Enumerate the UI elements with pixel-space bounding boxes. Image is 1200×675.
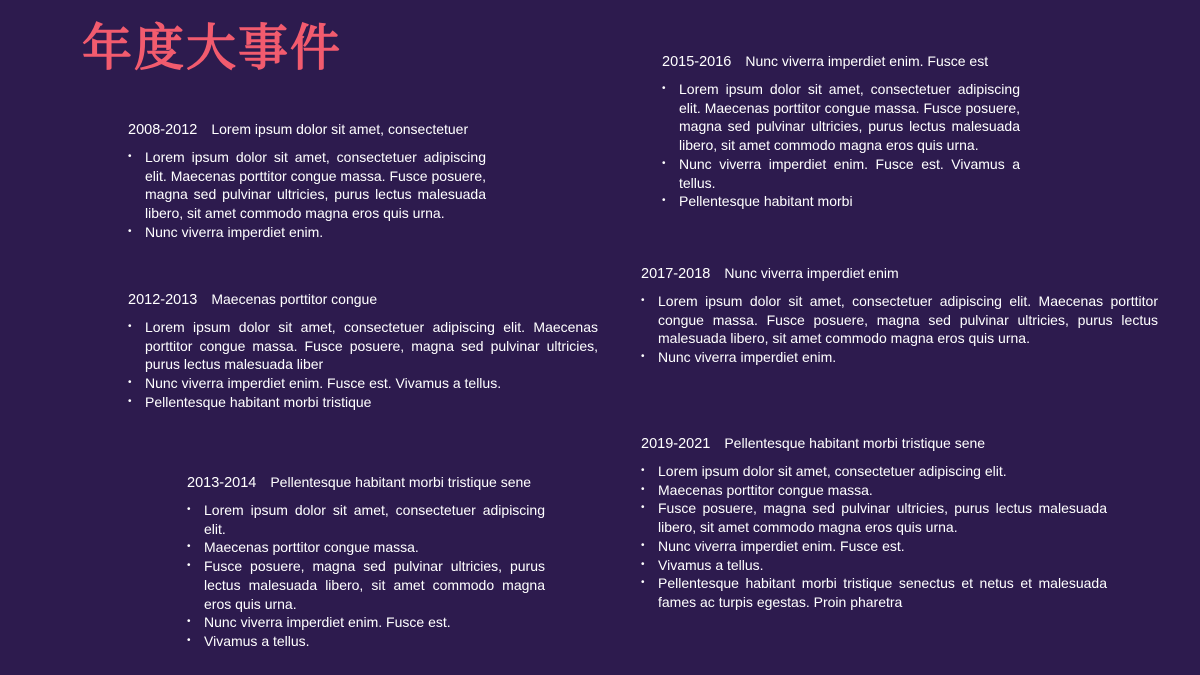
event-year: 2019-2021 [641,436,711,452]
event-headline: Pellentesque habitant morbi tristique sene [270,474,532,490]
bullet-dot-icon: • [128,395,132,407]
bullet-item: • Nunc viverra imperdiet enim. Fusce est. [187,614,451,631]
event-bullet-list [128,318,598,412]
bullet-dot-icon: • [641,351,645,363]
bullet-dot-icon: • [662,157,666,169]
bullet-item: • Nunc viverra imperdiet enim. Fusce est. [641,537,905,554]
bullet-dot-icon: • [128,321,132,332]
event-header [641,434,1107,453]
bullet-dot-icon: • [641,483,645,495]
bullet-item: • Lorem ipsum dolor sit amet, consectetuer adipiscing elit. Maecenas porttitor congue massa. Fusce posuere, magna sed pulvinar ultricies, purus lectus malesuada liber [128,319,598,373]
bullet-dot-icon: • [662,83,666,94]
event-2015-2016 [662,52,1020,211]
event-headline: Nunc viverra imperdiet enim. Fusce est [745,53,989,69]
bullet-dot-icon: • [641,502,645,514]
event-2013-2014 [187,473,545,651]
slide-title: 年度大事件 [82,19,342,77]
bullet-dot-icon: • [128,151,132,162]
event-headline: Nunc viverra imperdiet enim [724,265,899,281]
event-year: 2008-2012 [128,122,198,138]
event-year: 2013-2014 [187,475,257,491]
event-bullet-list [662,80,1020,211]
bullet-item: • Vivamus a tellus. [187,632,310,649]
bullet-dot-icon: • [187,616,191,628]
bullet-dot-icon: • [662,195,666,207]
event-headline: Maecenas porttitor congue [211,291,378,307]
bullet-dot-icon: • [128,225,132,237]
event-year: 2012-2013 [128,292,198,308]
bullet-item: • Pellentesque habitant morbi [662,193,853,210]
event-header [128,290,598,309]
bullet-item: • Vivamus a tellus. [641,556,764,573]
event-headline: Lorem ipsum dolor sit amet, consectetuer [211,121,469,137]
bullet-dot-icon: • [641,577,645,589]
bullet-item: • Nunc viverra imperdiet enim. [641,349,837,366]
bullet-item: • Pellentesque habitant morbi tristique senectus et netus et malesuada fames ac turpis egestas. Proin pharetra [641,575,1107,610]
bullet-item: • Lorem ipsum dolor sit amet, consectetuer adipiscing elit. Maecenas porttitor congue massa. Fusce posuere, magna sed pulvinar ultricies, purus lectus malesuada libero, sit amet commodo magna eros quis urna. [128,149,486,222]
bullet-dot-icon: • [187,560,191,572]
bullet-item: • Maecenas porttitor congue massa. [187,539,419,556]
event-bullet-list [641,462,1107,612]
event-2012-2013 [128,290,598,412]
bullet-item: • Maecenas porttitor congue massa. [641,481,873,498]
bullet-item: • Lorem ipsum dolor sit amet, consectetuer adipiscing elit. [641,463,1007,479]
event-2017-2018 [641,264,1158,367]
bullet-item: • Nunc viverra imperdiet enim. Fusce est. Vivamus a tellus. [128,375,502,392]
event-header [641,264,1158,283]
bullet-dot-icon: • [187,634,191,646]
event-header [662,52,1020,71]
event-2019-2021 [641,434,1107,612]
bullet-item: • Nunc viverra imperdiet enim. [128,223,324,240]
bullet-item: • Fusce posuere, magna sed pulvinar ultricies, purus lectus malesuada libero, sit amet commodo magna eros quis urna. [187,558,545,612]
bullet-dot-icon: • [641,465,645,476]
bullet-dot-icon: • [641,295,645,306]
event-2008-2012 [128,120,486,242]
bullet-dot-icon: • [641,558,645,570]
bullet-item: • Nunc viverra imperdiet enim. Fusce est. Vivamus a tellus. [662,155,1020,191]
event-headline: Pellentesque habitant morbi tristique sene [724,435,986,451]
bullet-item: • Fusce posuere, magna sed pulvinar ultricies, purus lectus malesuada libero, sit amet commodo magna eros quis urna. [641,500,1107,536]
event-header [187,473,545,492]
bullet-item: • Lorem ipsum dolor sit amet, consectetuer adipiscing elit. Maecenas porttitor congue massa. Fusce posuere, magna sed pulvinar ultricies, purus lectus malesuada libero, sit amet commodo magna eros quis urna. [662,81,1020,154]
bullet-dot-icon: • [641,539,645,551]
bullet-item: • Lorem ipsum dolor sit amet, consectetuer adipiscing elit. [187,502,545,537]
event-bullet-list [128,148,486,242]
bullet-item: • Lorem ipsum dolor sit amet, consectetuer adipiscing elit. Maecenas porttitor congue massa. Fusce posuere, magna sed pulvinar ultricies, purus lectus malesuada libero, sit amet commodo magna eros quis urna. [641,293,1158,347]
bullet-item: • Pellentesque habitant morbi tristique [128,393,372,410]
bullet-dot-icon: • [187,541,191,553]
event-header [128,120,486,139]
event-year: 2015-2016 [662,54,732,70]
bullet-dot-icon: • [128,377,132,389]
bullet-dot-icon: • [187,504,191,515]
event-year: 2017-2018 [641,266,711,282]
event-bullet-list [641,292,1158,367]
event-bullet-list [187,501,545,651]
